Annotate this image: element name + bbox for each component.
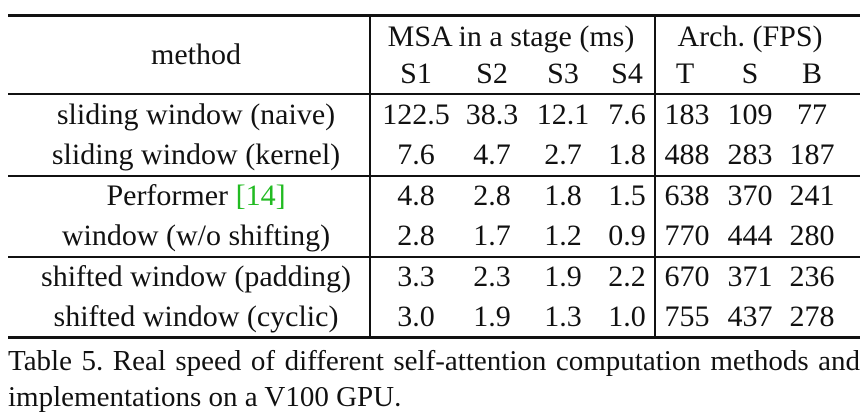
cell-s3: 2.7 (544, 138, 582, 171)
row-method: shifted window (cyclic) (53, 300, 339, 333)
cell-s1: 3.0 (397, 300, 435, 333)
cell-s4: 1.5 (608, 179, 646, 212)
citation-link[interactable]: [14] (235, 179, 286, 212)
cell-s4: 7.6 (608, 98, 646, 131)
cell-s1: 7.6 (397, 138, 435, 171)
row-method: shifted window (padding) (41, 260, 351, 293)
cell-s3: 1.9 (544, 260, 582, 293)
row-method: sliding window (kernel) (51, 138, 341, 171)
cell-t: 755 (664, 300, 710, 333)
cell-b: 278 (789, 300, 835, 333)
cell-b: 280 (789, 219, 835, 252)
cell-t: 770 (664, 219, 710, 252)
cell-s: 370 (727, 179, 773, 212)
cell-s: 437 (727, 300, 773, 333)
cell-b: 236 (789, 260, 835, 293)
header-arch-group: Arch. (FPS) (677, 20, 823, 53)
header-b: B (801, 57, 823, 90)
cell-s3: 12.1 (536, 98, 590, 131)
cell-s: 444 (727, 219, 773, 252)
table-caption: Table 5. Real speed of different self-attention computation methods and implementations on a V100 GPU. (8, 345, 860, 413)
cell-t: 183 (664, 98, 710, 131)
citation-number: 14 (245, 179, 276, 212)
cell-s2: 38.3 (465, 98, 519, 131)
header-s2: S2 (476, 57, 508, 90)
cell-s3: 1.2 (544, 219, 582, 252)
cell-s1: 2.8 (397, 219, 435, 252)
row-method (106, 181, 285, 211)
cell-s3: 1.3 (544, 300, 582, 333)
cell-s1: 3.3 (397, 260, 435, 293)
cell-b: 241 (789, 179, 835, 212)
cell-s3: 1.8 (544, 179, 582, 212)
header-msa-group: MSA in a stage (ms) (387, 20, 635, 53)
rule-bottom (8, 336, 860, 339)
cell-s2: 2.3 (473, 260, 511, 293)
header-s: S (741, 57, 759, 90)
cell-s2: 1.9 (473, 300, 511, 333)
row-method: sliding window (naive) (56, 98, 336, 131)
cell-s1: 122.5 (382, 98, 450, 131)
header-s4: S4 (611, 57, 643, 90)
rule-vertical-arch (654, 16, 656, 338)
cell-s1: 4.8 (397, 179, 435, 212)
cell-s4: 2.2 (608, 260, 646, 293)
rule-group-2 (8, 256, 860, 258)
header-s3: S3 (547, 57, 579, 90)
header-s1: S1 (400, 57, 432, 90)
cell-s2: 4.7 (473, 138, 511, 171)
cell-s: 371 (727, 260, 773, 293)
cell-s4: 0.9 (608, 219, 646, 252)
row-method: window (w/o shifting) (61, 219, 331, 252)
cell-s2: 1.7 (473, 219, 511, 252)
rule-top (8, 14, 860, 17)
cell-t: 670 (664, 260, 710, 293)
method-text: Performer (106, 179, 229, 212)
cell-s: 109 (727, 98, 773, 131)
header-method: method (151, 38, 241, 71)
header-t: T (675, 57, 695, 90)
cell-s4: 1.8 (608, 138, 646, 171)
cell-b: 77 (797, 98, 827, 131)
cell-s: 283 (727, 138, 773, 171)
cell-t: 638 (664, 179, 710, 212)
cell-b: 187 (789, 138, 835, 171)
rule-header (8, 93, 860, 95)
cell-s2: 2.8 (473, 179, 511, 212)
rule-vertical-method (369, 16, 371, 338)
cell-s4: 1.0 (608, 300, 646, 333)
cell-t: 488 (664, 138, 710, 171)
rule-group-1 (8, 175, 860, 177)
